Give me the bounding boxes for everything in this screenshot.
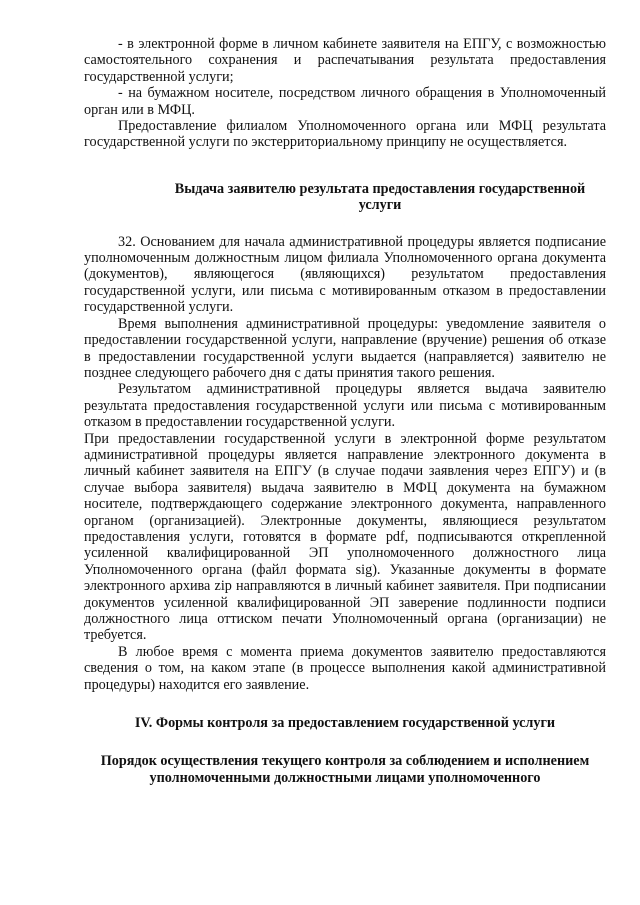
paragraph-electronic-result: При предоставлении государственной услуги в электронной форме результатом административной процедуры является направление электронного документа в личный кабинет заявителя на ЕПГУ (в случае подачи заявления через ЕПГУ) и (в случае выбора заявителя) выдача заявителю в МФЦ документа на бумажном носителе, подтверждающего содержание электронного документа, направленного органом (организацией). Электронные документы, являющиеся результатом предоставления услуги, готовятся в формате pdf, подписываются открепленной усиленной квалифицированной ЭП уполномоченного должностного лица Уполномоченного органа (файл формата sig). Указанные документы в формате электронного архива zip направляются в личный кабинет заявителя. При подписании документов усиленной квалифицированной ЭП заверение подлинности подписи должностного лица оттиском печати Уполномоченный органа (организации) не требуется. [84,430,606,644]
paragraph-extraterritorial: Предоставление филиалом Уполномоченного органа или МФЦ результата государственной услуги по экстерриториальному принципу не осуществляется. [84,118,606,151]
heading-current-control: Порядок осуществления текущего контроля за соблюдением и исполнением уполномоченными должностными лицами уполномоченного [100,753,590,786]
paragraph-32-basis: 32. Основанием для начала административной процедуры является подписание уполномоченным должностным лицом филиала Уполномоченного органа документа (документов), являющегося (являющихся) результатом предоставления государственной услуги, или письма с мотивированным отказом в предоставлении государственной услуги. [84,233,606,316]
paragraph-paper-form: - на бумажном носителе, посредством личного обращения в Уполномоченный орган или в МФЦ. [84,85,606,118]
paragraph-status-info: В любое время с момента приема документов заявителю предоставляются сведения о том, на каком этапе (в процессе выполнения какой административной процедуры) находится его заявление. [84,643,606,693]
heading-section-iv: IV. Формы контроля за предоставлением государственной услуги [134,715,556,732]
paragraph-procedure-result: Результатом административной процедуры является выдача заявителю результата предоставления государственной услуги или письма с мотивированным отказом в предоставлении государственной услуги. [84,381,606,431]
document-page [84,36,606,786]
paragraph-execution-time: Время выполнения административной процедуры: уведомление заявителя о предоставлении государственной услуги, направление (вручение) решения об отказе в предоставлении государственной услуги выдается (направляется) заявителю не позднее следующего рабочего дня с даты принятия такого решения. [84,315,606,381]
heading-result-issuance: Выдача заявителю результата предоставления государственной услуги [174,180,586,214]
paragraph-electronic-form: - в электронной форме в личном кабинете заявителя на ЕПГУ, с возможностью самостоятельного сохранения и распечатывания результата предоставления государственной услуги; [84,36,606,85]
